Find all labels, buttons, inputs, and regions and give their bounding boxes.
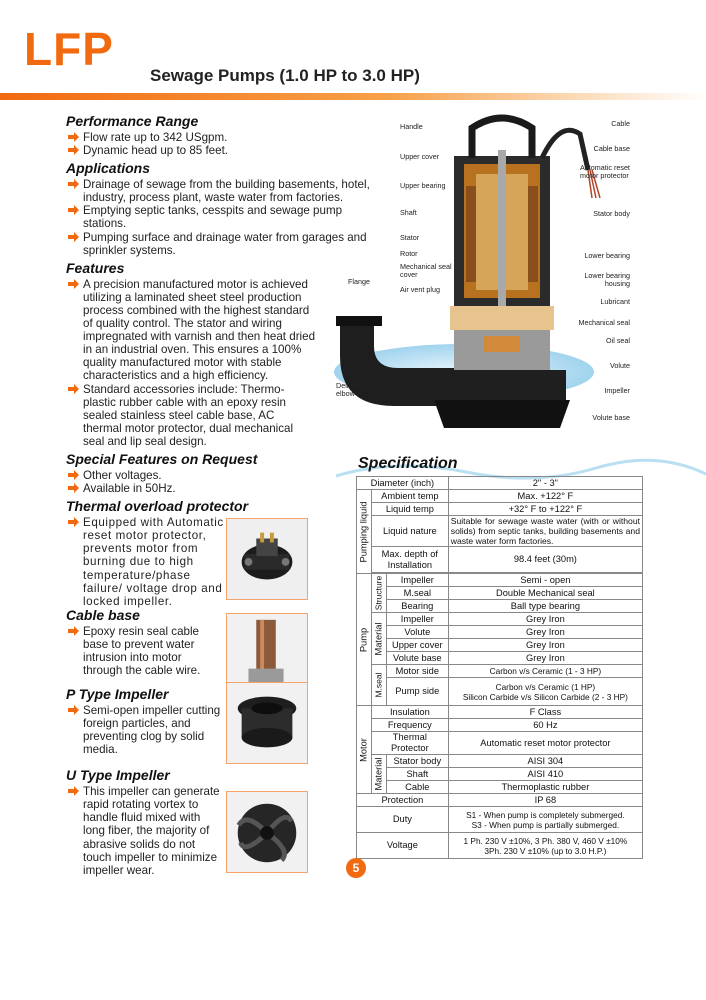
p-type-impeller-title: P Type Impeller xyxy=(66,686,169,703)
performance-title: Performance Range xyxy=(66,113,199,129)
list-item: Flow rate up to 342 USgpm. xyxy=(66,131,376,144)
table-row xyxy=(357,626,643,639)
table-row xyxy=(357,807,643,833)
table-row xyxy=(357,516,643,547)
label-mechanical-seal: Mechanical seal xyxy=(578,318,630,327)
spec-value: Suitable for sewage waste water (with or without solids) from septic tanks, building basements and waste water form factories. xyxy=(448,516,642,547)
arrow-bullet-icon xyxy=(68,786,79,796)
list-item: Available in 50Hz. xyxy=(66,482,376,495)
spec-label: M.seal xyxy=(386,587,448,600)
cable-base-title: Cable base xyxy=(66,607,140,624)
spec-value: Grey Iron xyxy=(448,639,642,652)
spec-label: Duty xyxy=(357,807,449,833)
table-row xyxy=(357,719,643,732)
spec-value: 60 Hz xyxy=(448,719,642,732)
spec-label: Ambient temp xyxy=(371,490,448,503)
spec-value: AISI 410 xyxy=(448,768,642,781)
spec-label: Impeller xyxy=(386,613,448,626)
features-title: Features xyxy=(66,259,125,276)
label-rotor: Rotor xyxy=(400,249,418,258)
u-type-impeller-block xyxy=(66,785,376,885)
list-item: Epoxy resin seal cable base to prevent water intrusion into motor through the cable wire. xyxy=(66,625,224,677)
label-lower-bearing: Lower bearing xyxy=(584,251,630,260)
p-type-impeller-image xyxy=(226,682,308,764)
spec-value: IP 68 xyxy=(448,794,642,807)
list-item: This impeller can generate rapid rotating vortex to handle fluid mixed with long fiber, the majority of abrasive solids do not touch impeller to minimize impeller wear. xyxy=(66,785,224,877)
table-row xyxy=(357,652,643,665)
spec-label: Bearing xyxy=(386,600,448,613)
spec-label: Upper cover xyxy=(386,639,448,652)
arrow-bullet-icon xyxy=(68,145,79,155)
u-type-impeller-image xyxy=(226,791,308,873)
p-type-impeller-block xyxy=(66,704,376,762)
special-features-list xyxy=(66,469,376,495)
page-number: 5 xyxy=(346,858,366,878)
arrow-bullet-icon xyxy=(68,179,79,189)
table-row xyxy=(357,678,643,706)
label-motor-protector: Automatic reset motor protector xyxy=(580,163,630,180)
table-row xyxy=(357,833,643,859)
group-motor-material: Material xyxy=(371,755,386,794)
list-item: A precision manufactured motor is achieved utilizing a laminated sheet steel production process combined with the highest standard of quality control. The stator and wiring impregnated with varnish and then heat dried in an industrial oven. This ensures a 100% quality manufactured motor with stable characteristics and a high efficiency. xyxy=(66,278,316,383)
label-handle: Handle xyxy=(400,122,423,131)
spec-label: Shaft xyxy=(386,768,448,781)
label-mechanical-seal-cover: Mechanical seal cover xyxy=(400,262,452,279)
spec-label: Frequency xyxy=(371,719,448,732)
features-list xyxy=(66,278,316,448)
header-divider xyxy=(0,93,706,100)
group-pumping-liquid: Pumping liquid xyxy=(357,490,372,574)
group-structure: Structure xyxy=(371,574,386,613)
spec-label: Stator body xyxy=(386,755,448,768)
table-row xyxy=(357,490,643,503)
specification-table xyxy=(356,476,643,859)
arrow-bullet-icon xyxy=(68,705,79,715)
spec-value: Automatic reset motor protector xyxy=(448,732,642,755)
label-air-vent-plug: Air vent plug xyxy=(400,285,440,294)
table-row xyxy=(357,574,643,587)
label-stator: Stator xyxy=(400,233,420,242)
table-row xyxy=(357,477,643,490)
table-row xyxy=(357,755,643,768)
table-row xyxy=(357,587,643,600)
label-cable: Cable xyxy=(611,119,630,128)
spec-label: Cable xyxy=(386,781,448,794)
performance-list xyxy=(66,131,376,157)
page-title: Sewage Pumps (1.0 HP to 3.0 HP) xyxy=(150,66,420,85)
specification-title: Specification xyxy=(358,455,458,472)
thermal-protector-block xyxy=(66,516,376,608)
arrow-bullet-icon xyxy=(68,205,79,215)
table-row xyxy=(357,613,643,626)
spec-label: Thermal Protector xyxy=(371,732,448,755)
label-upper-cover: Upper cover xyxy=(400,152,440,161)
list-item: Drainage of sewage from the building basements, hotel, industry, process plant, waste water from factories. xyxy=(66,178,376,204)
list-item: Standard accessories include: Thermo-plastic rubber cable with an epoxy resin sealed stainless steel cable base, AC thermal motor protector, dual mechanical seal and lip seal design. xyxy=(66,383,316,448)
label-lubricant: Lubricant xyxy=(600,297,630,306)
arrow-bullet-icon xyxy=(68,232,79,242)
spec-label: Pump side xyxy=(386,678,448,706)
list-item: Equipped with Automatic reset motor protector, prevents motor from burning due to high temperature/phase failure/ voltage drop and locked impeller. xyxy=(66,516,224,608)
applications-list xyxy=(66,178,376,257)
list-item: Pumping surface and drainage water from garages and sprinkler systems. xyxy=(66,231,376,257)
applications-title: Applications xyxy=(66,160,151,177)
spec-value: +32° F to +122° F xyxy=(448,503,642,516)
label-flange: Flange xyxy=(348,277,370,286)
table-row xyxy=(357,547,643,573)
list-item: Emptying septic tanks, cesspits and sewage pump stations. xyxy=(66,204,376,230)
arrow-bullet-icon xyxy=(68,626,79,636)
table-row xyxy=(357,781,643,794)
spec-label: Protection xyxy=(357,794,449,807)
spec-value: Ball type bearing xyxy=(448,600,642,613)
table-row xyxy=(357,665,643,678)
label-upper-bearing: Upper bearing xyxy=(400,181,446,190)
spec-label: Motor side xyxy=(386,665,448,678)
cable-base-block xyxy=(66,625,376,677)
table-row xyxy=(357,768,643,781)
label-shaft: Shaft xyxy=(400,208,417,217)
group-material: Material xyxy=(371,613,386,665)
group-pump: Pump xyxy=(357,574,372,706)
spec-label: Liquid temp xyxy=(371,503,448,516)
arrow-bullet-icon xyxy=(68,132,79,142)
label-delivery-elbow: Delivery elbow xyxy=(336,381,362,398)
spec-value: S1 - When pump is completely submerged. S3 - When pump is partially submerged. xyxy=(448,807,642,833)
label-cable-base: Cable base xyxy=(593,144,630,153)
spec-label: Insulation xyxy=(371,706,448,719)
table-row xyxy=(357,503,643,516)
label-volute-base: Volute base xyxy=(592,413,630,422)
table-row xyxy=(357,732,643,755)
spec-label: Voltage xyxy=(357,833,449,859)
list-item: Other voltages. xyxy=(66,469,376,482)
spec-value: Carbon v/s Ceramic (1 HP) Silicon Carbide v/s Silicon Carbide (2 - 3 HP) xyxy=(448,678,642,706)
label-volute: Volute xyxy=(610,361,630,370)
spec-value: AISI 304 xyxy=(448,755,642,768)
spec-label: Liquid nature xyxy=(371,516,448,547)
special-features-title: Special Features on Request xyxy=(66,450,258,467)
group-mseal: M.seal xyxy=(371,665,386,706)
label-oil-seal: Oil seal xyxy=(606,336,630,345)
pump-cutaway-diagram xyxy=(334,110,640,458)
thermal-protector-title: Thermal overload protector xyxy=(66,498,249,515)
spec-value: 1 Ph. 230 V ±10%, 3 Ph. 380 V, 460 V ±10% 3Ph. 230 V ±10% (up to 3.0 H.P.) xyxy=(448,833,642,859)
spec-value: Semi - open xyxy=(448,574,642,587)
spec-label: Diameter (inch) xyxy=(357,477,449,490)
group-motor: Motor xyxy=(357,706,372,794)
spec-value: Grey Iron xyxy=(448,652,642,665)
left-column xyxy=(66,110,376,885)
spec-label: Impeller xyxy=(386,574,448,587)
arrow-bullet-icon xyxy=(68,517,79,527)
spec-label: Volute xyxy=(386,626,448,639)
spec-value: Grey Iron xyxy=(448,613,642,626)
spec-label: Volute base xyxy=(386,652,448,665)
u-type-impeller-title: U Type Impeller xyxy=(66,767,170,784)
spec-value: Carbon v/s Ceramic (1 - 3 HP) xyxy=(448,665,642,678)
spec-value: F Class xyxy=(448,706,642,719)
arrow-bullet-icon xyxy=(68,279,79,289)
motor-protector-image xyxy=(226,518,308,600)
spec-value: Double Mechanical seal xyxy=(448,587,642,600)
arrow-bullet-icon xyxy=(68,483,79,493)
label-impeller: Impeller xyxy=(604,386,630,395)
arrow-bullet-icon xyxy=(68,470,79,480)
spec-value: 98.4 feet (30m) xyxy=(448,547,642,573)
spec-label: Max. depth of Installation xyxy=(371,547,448,573)
table-row xyxy=(357,600,643,613)
label-lower-bearing-housing: Lower bearing housing xyxy=(584,271,630,288)
spec-value: 2" - 3" xyxy=(448,477,642,490)
arrow-bullet-icon xyxy=(68,384,79,394)
table-row xyxy=(357,639,643,652)
list-item: Dynamic head up to 85 feet. xyxy=(66,144,376,157)
spec-value: Thermoplastic rubber xyxy=(448,781,642,794)
table-row xyxy=(357,706,643,719)
brand-logo: LFP xyxy=(24,23,114,75)
list-item: Semi-open impeller cutting foreign particles, and preventing clog by solid media. xyxy=(66,704,224,756)
table-row xyxy=(357,794,643,807)
label-stator-body: Stator body xyxy=(593,209,630,218)
spec-value: Max. +122° F xyxy=(448,490,642,503)
spec-value: Grey Iron xyxy=(448,626,642,639)
